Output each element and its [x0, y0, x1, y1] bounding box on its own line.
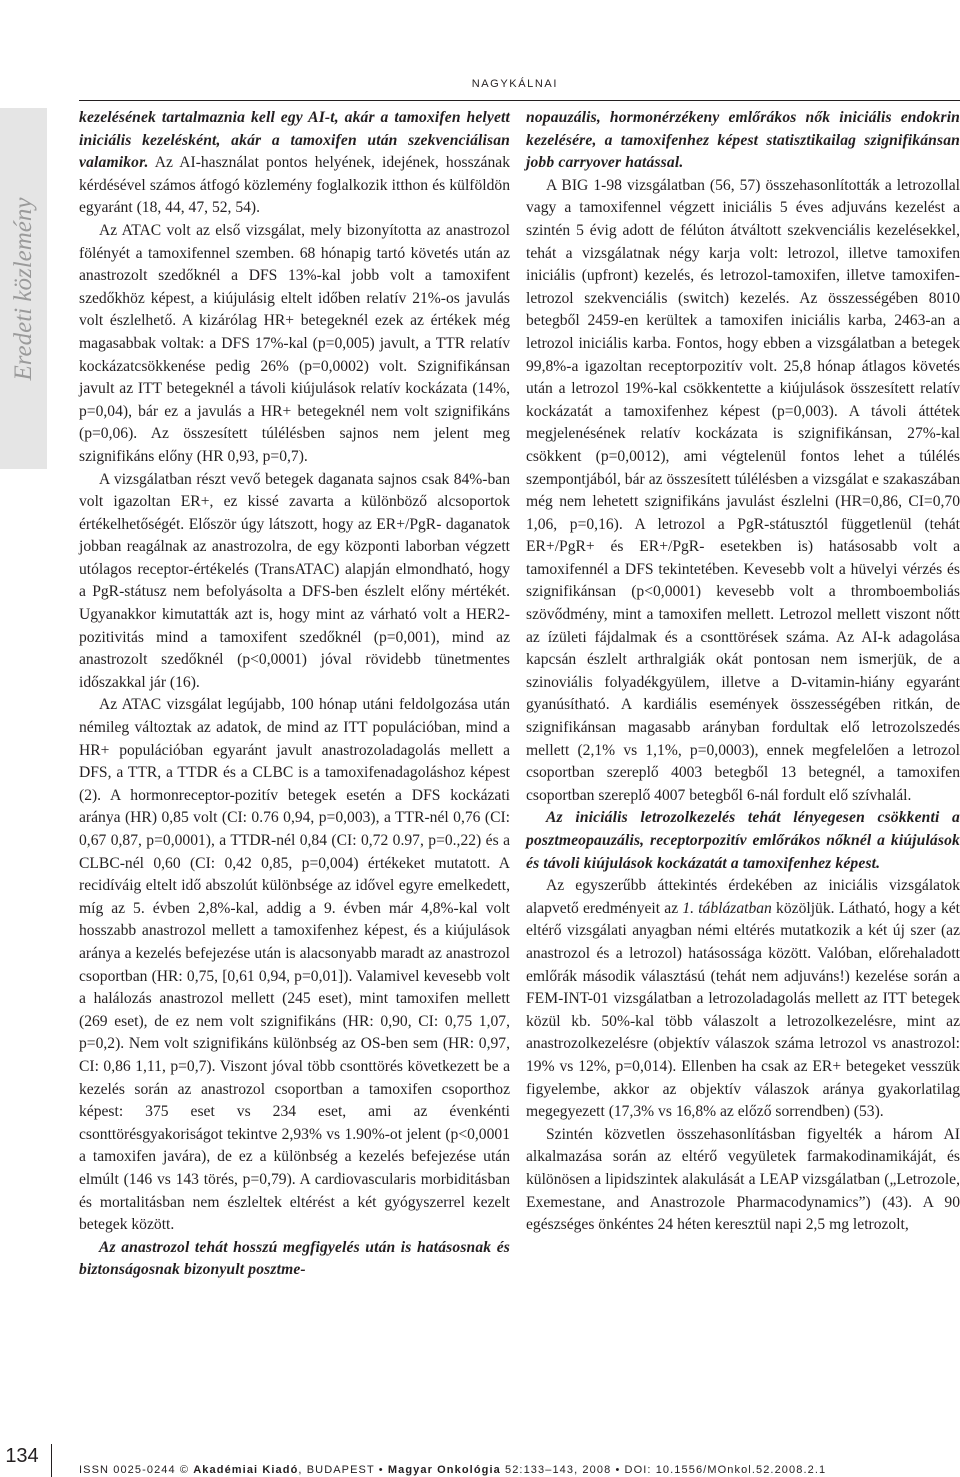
highlight-text: Az anastrozol tehát hosszú megfigyelés után is hatásosnak és biztonságosnak bizonyult posztme-	[79, 1238, 510, 1279]
side-section-label: Eredeti közlemény	[9, 196, 37, 381]
page-number-divider	[51, 1444, 52, 1477]
paragraph	[79, 107, 510, 220]
table-reference: 1. táblázatban	[682, 899, 772, 917]
paragraph: Az ATAC vizsgálat legújabb, 100 hónap utáni feldolgozása után némileg változtak az adatok, de mind az ITT populációban, mind a HR+ populációban egyaránt javult anastrozoladagolás mellett a DFS, a TTR, a TTDR és a CLBC is a tamoxifenadagoláshoz képest (2). A hormonreceptor-pozitív betegek esetén a DFS kockázati aránya (HR) 0,85 volt (CI: 0.76 0,94, p=0,003), a TTR-nél 0,76 (CI: 0,67 0,87, p=0,0001), a TTDR-nél 0,84 (CI: 0,72 0.97, p=0.,22) és a CLBC-nél 0,60 (CI: 0,42 0,85, p=0,004) értékeket mutatott. A recidíváig eltelt idő abszolút különbsége az idővel egyre emelkedett, míg az 5. évben 2,8%-kal, addig a 9. évben már 4,8%-kal volt hosszabb anastrozol mellett a tamoxifenhez képest, és a kiújulások aránya a kezelés befejezése után is alacsonyabb maradt az anastrozol csoportban (HR: 0,75, [0,61 0,94, p=0,01]). Valamivel kevesebb volt a halálozás anastrozol mellett (245 eset), mint tamoxifen mellett (269 eset), de ez nem volt szignifikáns (HR: 0,90, CI: 0,75 1,07, p=0,2). Nem volt szignifikáns különbség az OS-ben sem (HR: 0,97, CI: 0,86 1,11, p=0,7). Viszont jóval több csonttörés következett be a kezelés során az anastrozol csoportban a tamoxifen csoporthoz képest: 375 eset vs 234 eset, ami az évenkénti csonttörésgyakoriságot tekintve 2,93% vs 1.90%-ot jelent (p<0,0001 a tamoxifen javára), de ez a különbség a kezelés befejezése után elmúlt (146 vs 143 törés, p=0,79). A cardiovascularis morbiditásban és mortalitásban nem észleltek eltérést a két gyógyszerrel kezelt betegek között.	[79, 696, 510, 1234]
right-column	[526, 107, 960, 1237]
page-number: 134	[5, 1445, 39, 1467]
footer-publisher: Akadémiai Kiadó	[193, 1464, 299, 1476]
body-text: Az egyszerűbb áttekintés érdekében az iniciális vizsgálatok alapvető eredményeit az	[526, 877, 960, 917]
paragraph: Az ATAC volt az első vizsgálat, mely bizonyította az anastrozol fölényét a tamoxifennel szemben. 68 hónapig tartó követés után az anastrozolt szedőknél a DFS 13%-kal jobb volt a tamoxifent szedőkhöz képest, a kiújulásig eltelt időben relatív 21%-os javulás volt észlelhető. A kizárólag HR+ betegeknél ezek az értékek még magasabbak voltak: a DFS 17%-kal (p=0,005) javult, a TTR relatív kockázatcsökkenése pedig 26% (p=0,0002) volt. Szignifikánsan javult az ITT betegeknél a távoli kiújulások relatív kockázata (14%, p=0,04), bár ez a javulás a HR+ betegeknél nem volt szignifikáns (p=0,06). Az összesített túlélésben sajnos nem jelent meg szignifikáns előny (HR 0,93, p=0,7).	[79, 221, 510, 465]
paragraph	[526, 107, 960, 175]
header-rule	[79, 100, 960, 101]
body-text: Az AI-használat pontos helyének, idejének, hosszának kérdésével számos átfogó közlemény foglalkozik itthon és külföldön egyaránt (18, 44, 47, 52, 54).	[79, 154, 510, 217]
footer-citation	[79, 1464, 826, 1476]
left-column	[79, 107, 510, 1282]
footer-journal: Magyar Onkológia	[387, 1464, 501, 1476]
footer-issn: ISSN 0025-0244 ©	[79, 1464, 194, 1476]
paragraph: A BIG 1-98 vizsgálatban (56, 57) összehasonlították a letrozollal vagy a tamoxifennel végzett iniciális 5 éves adjuváns kezelést a szintén 5 évig adott de félúton átváltott szekvenciális kezelésekkel, tehát a vizsgálatnak négy karja volt: letrozol, illetve tamoxifen iniciális (upfront) kezelés, és letrozol-tamoxifen, illetve tamoxifen-letrozol szekvenciális (switch) kezelés. Az összességében 8010 betegből 2459-en kerültek a tamoxifen iniciális karba, 2463-an a letrozol iniciális karba. Fontos, hogy ebben a vizsgálatban a betegek 99,8%-a igazoltan receptorpozitív volt. 25,8 hónap átlagos követés után a letrozol 19%-kal csökkentette a kiújulások összesített relatív kockázatát a tamoxifenhez képest (p=0,003). A távoli áttétek megjelenésének relatív kockázata is szignifikánsan, 27%-kal csökkent (p=0,0012), ami végtelenül fontos lehet a túlélés szempontjából, bár az összesített túlélésben a vizsgálat e szakaszában még nem lehetett szignifikáns javulást észlelni (HR=0,86, CI=0,70 1,06, p=0,16). A letrozol a PgR-státusztól függetlenül (tehát ER+/PgR+ és ER+/PgR- esetekben is) hatásosabb volt a tamoxifennél a DFS tekintetében. Kevesebb volt a hüvelyi vérzés és szignifikánsan (p<0,0001) kevesebb volt a thromboemboliás szövődmény, mint a tamoxifen mellett. Letrozol mellett viszont nőtt az ízületi fájdalmak és a csonttörések száma. Az AI-k adagolása kapcsán észlelt arthralgiák okát pontosan nem ismerjük, de a szinoviális folyadékgyülem, illetve a D-vitamin-hiány egyaránt gyanúsítható. A kardiális események összességében ritkán, de szignifikánsan magasabb arányban fordultak elő letrozolszedés mellett (2,1% vs 1,1%, p=0,0003), ennek megfelelően a letrozol csoportban szereplő 4003 betegből 13 betegnél, a tamoxifen csoportban szereplő 4007 betegből 6-nál fordult elő szívhalál.	[526, 176, 960, 804]
paragraph	[526, 875, 960, 1124]
body-text: közöljük. Látható, hogy a két eltérő vizsgálati anyagban némi eltérés mutatkozik a két új szer (az anastrozol és a letrozol) hatásossága között. Valóban, előrehaladott emlőrák második választású (tehát nem adjuváns!) kezelése során a FEM-INT-01 vizsgálatban a letrozoladagolás mellett az ITT betegek közül kb. 50%-kal több válaszolt a letrozolkezelésre, mint az anastrozolkezelésre (objektív válaszok száma letrozol vs anastrozol: 19% vs 12%, p=0,014). Ellenben ha csak az ER+ betegeket vesszük figyelembe, akkor az objektív válaszok aránya gyakorlatilag megegyezett (17,3% vs 16,8% az előző sorrendben) (53).	[526, 899, 960, 1121]
footer-volume: 52:133–143, 2008 • DOI: 10.1556/MOnkol.52.2008.2.1	[500, 1464, 827, 1476]
footer-city: , BUDAPEST •	[298, 1464, 388, 1476]
side-section-tab	[0, 108, 47, 469]
section-author: NAGYKÁLNAI	[471, 78, 558, 90]
paragraph	[526, 807, 960, 875]
highlight-text: nopauzális, hormonérzékeny emlőrákos nők iniciális endokrin kezelésére, a tamoxifenhez képest statisztikailag szignifikánsan jobb carryover hatással.	[526, 109, 960, 172]
paragraph	[79, 1237, 510, 1282]
paragraph: A vizsgálatban részt vevő betegek daganata sajnos csak 84%-ban volt igazoltan ER+, ez kissé zavarta a különböző alcsoportok értékelhetőségét. Először úgy látszott, hogy az ER+/PgR- daganatok jobban reagálnak az anastrozolra, de egy központi laborban végzett utólagos receptor-értékelés (TransATAC) alapján elmondható, hogy a PgR-státusz nem befolyásolta a DFS-ben észlelt előny mértékét. Ugyanakkor kimutatták azt is, hogy mint az várható volt a HER2-pozitivitás mind a tamoxifent szedőknél (p=0,001), mind az anastrozolt szedőknél (p<0,0001) jóval rövidebb tünetmentes időszakkal jár (16).	[79, 470, 510, 691]
highlight-text: kezelésének tartalmaznia kell egy AI-t, akár a tamoxifen helyett iniciális kezelésként, akár a tamoxifen után szekvenciálisan valamikor.	[79, 109, 510, 172]
paragraph: Szintén közvetlen összehasonlításban figyelték a három AI alkalmazása során az eltérő vegyületek farmakodinamikáját, és különösen a lipidszintek alakulását a LEAP vizsgálatban („Letrozole, Exemestane, and Anastrozole Pharmacodynamics”) (43). A 90 egészséges önkéntes 24 héten keresztül napi 2,5 mg letrozolt,	[526, 1125, 960, 1234]
highlight-text: Az iniciális letrozolkezelés tehát lényegesen csökkenti a posztmeopauzális, receptorpozitív emlőrákos nőknél a kiújulások és távoli kiújulások kockázatát a tamoxifenhez képest.	[526, 809, 960, 872]
